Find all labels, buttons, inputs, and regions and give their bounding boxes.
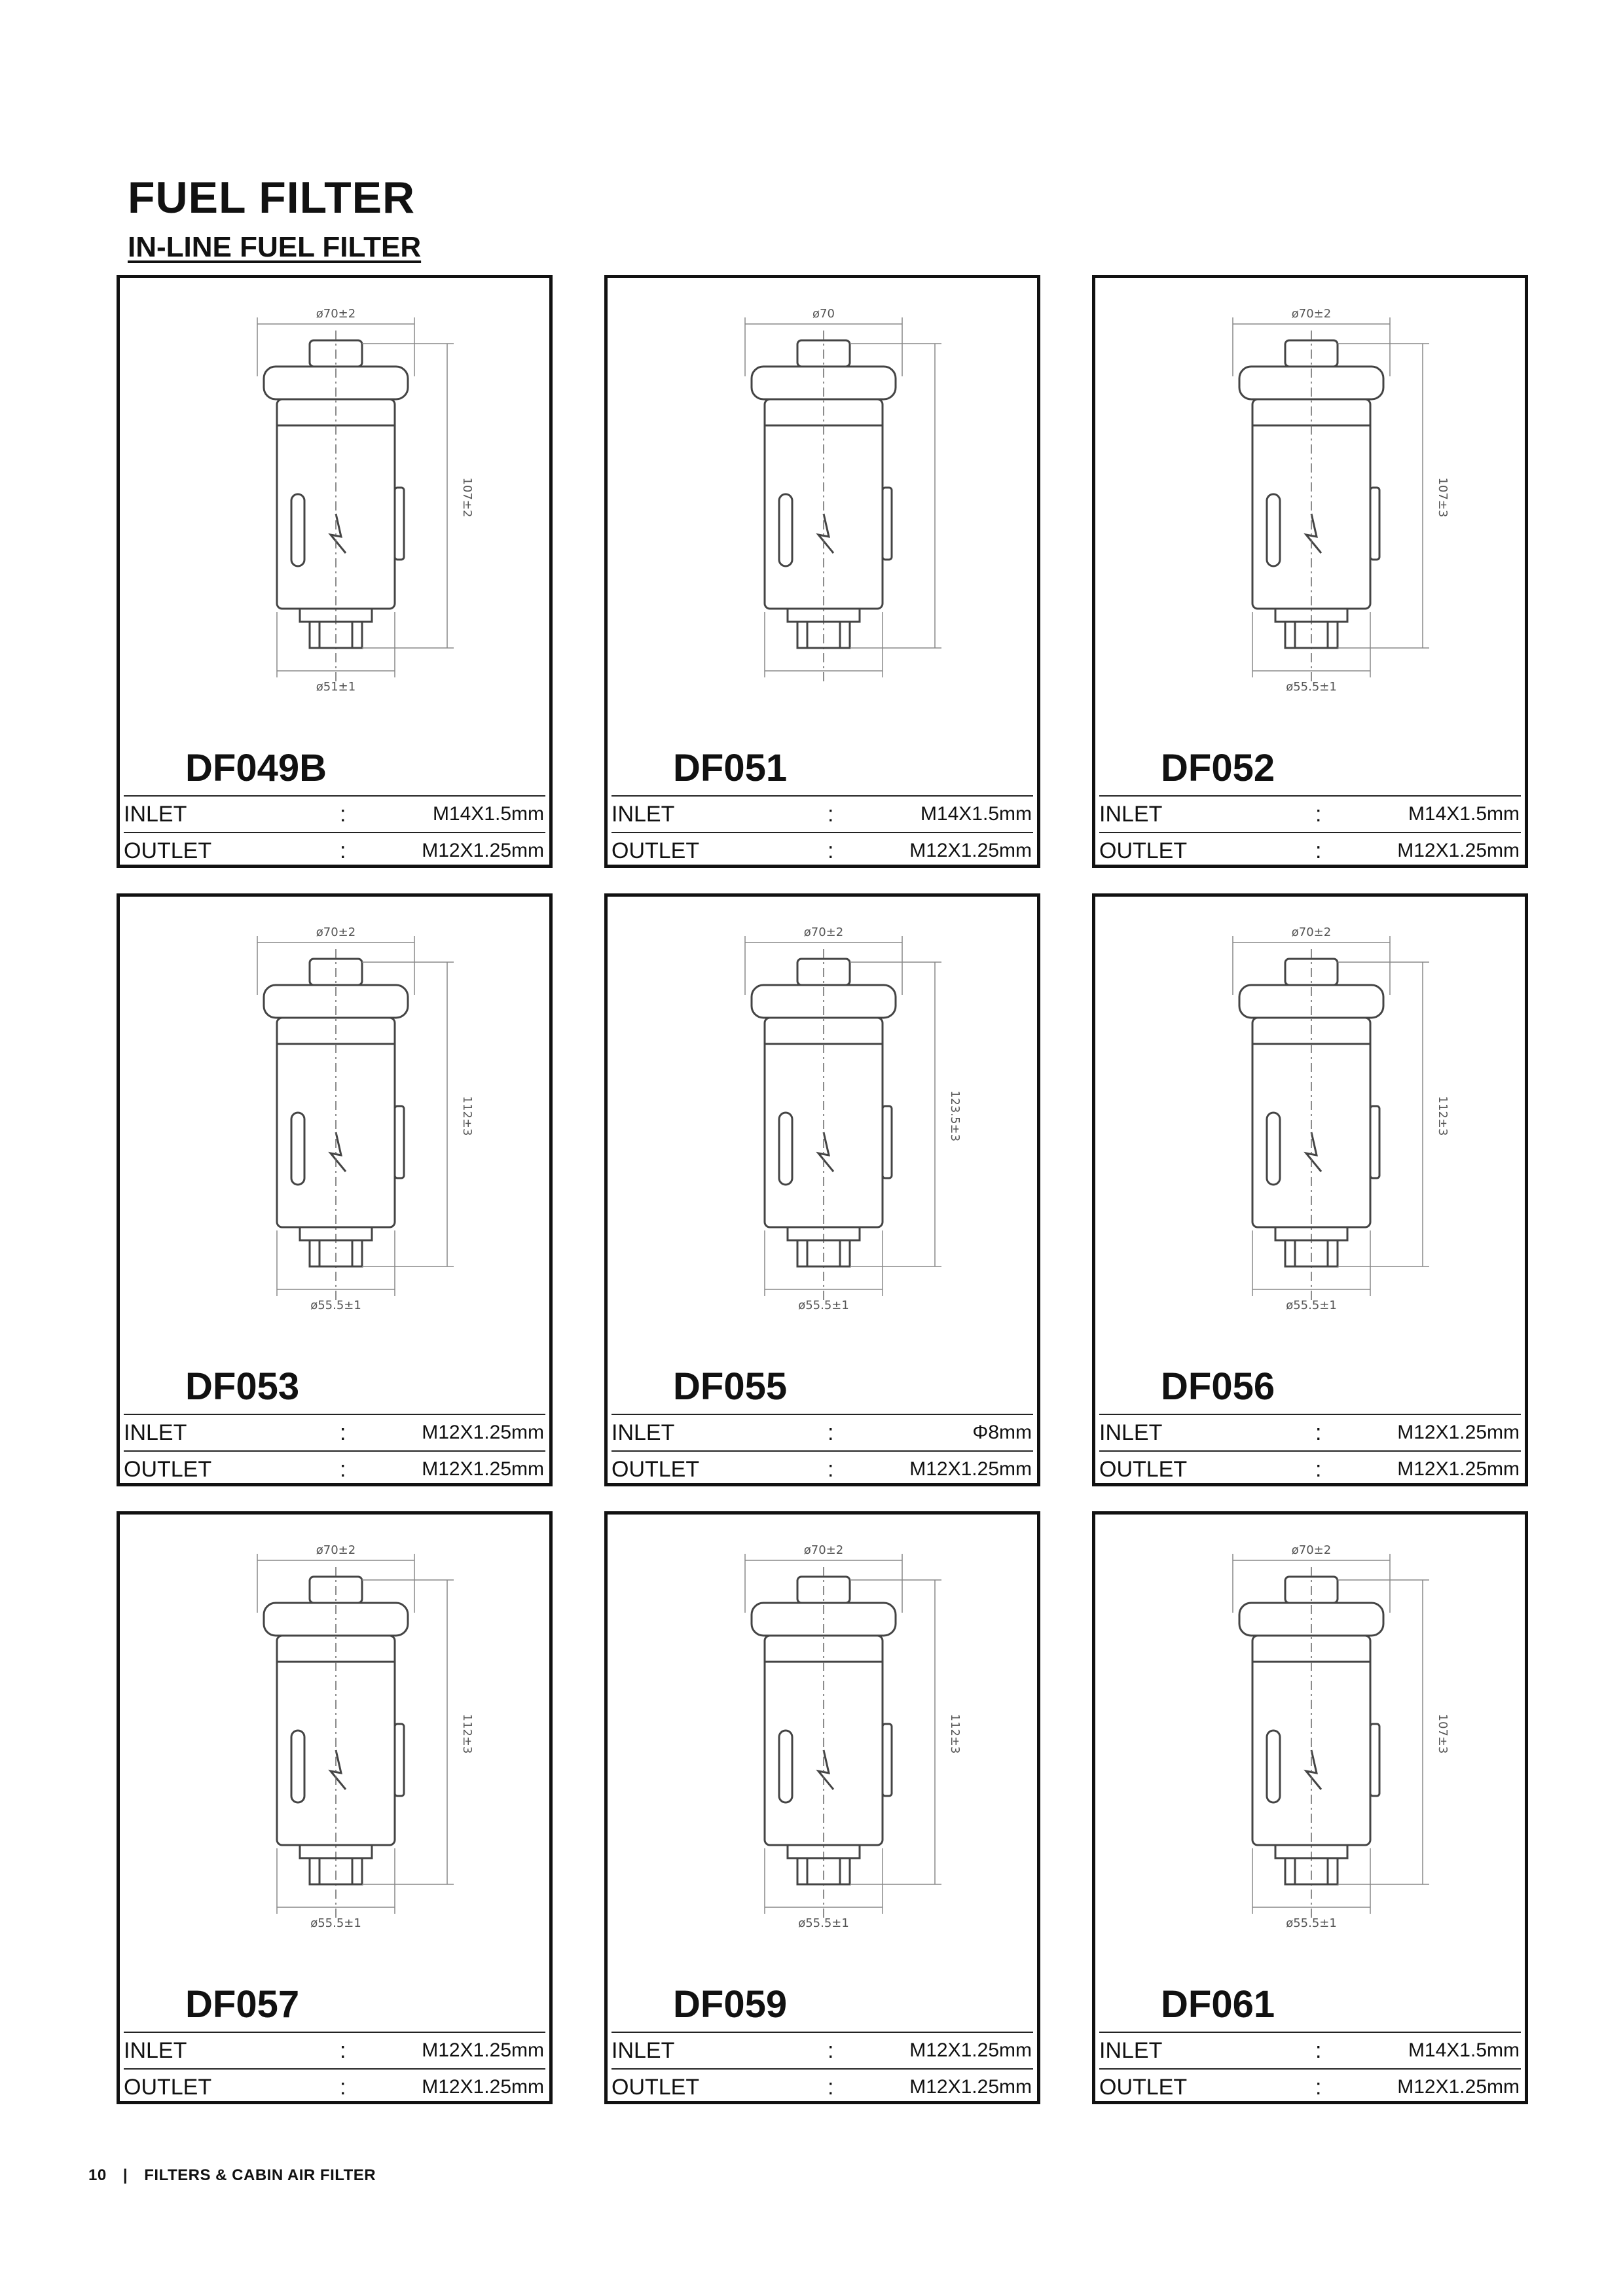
- product-card: [117, 1511, 553, 2104]
- outlet-spec-row: [124, 1450, 545, 1486]
- dimension-top: ø70±2: [1291, 925, 1332, 939]
- filter-drawing-svg: [1095, 278, 1525, 756]
- dimension-bottom: ø55.5±1: [798, 1916, 849, 1930]
- dimension-top: ø70±2: [316, 925, 356, 939]
- colon: :: [828, 1457, 834, 1482]
- inlet-label: INLET: [611, 2038, 675, 2063]
- inlet-spec-row: [1099, 1414, 1521, 1449]
- colon: :: [828, 838, 834, 863]
- dimension-height: 107±3: [1436, 1713, 1450, 1754]
- filter-technical-drawing: [608, 1515, 1037, 1992]
- filter-technical-drawing: [120, 1515, 549, 1992]
- model-number: DF049B: [185, 747, 327, 789]
- product-card: [117, 893, 553, 1486]
- filter-drawing-svg: [120, 897, 549, 1374]
- inlet-spec-row: [124, 795, 545, 831]
- dimension-height: 123.5±3: [948, 1090, 962, 1142]
- page-subtitle: IN-LINE FUEL FILTER: [128, 231, 422, 263]
- inlet-label: INLET: [1099, 2038, 1163, 2063]
- colon: :: [1315, 2038, 1322, 2063]
- colon: :: [828, 1420, 834, 1445]
- filter-drawing-svg: [608, 1515, 1037, 1992]
- dimension-bottom: ø55.5±1: [310, 1299, 361, 1312]
- inlet-label: INLET: [611, 1420, 675, 1445]
- product-card: [1092, 893, 1528, 1486]
- model-number: DF052: [1161, 747, 1275, 789]
- page-number: 10: [88, 2166, 107, 2184]
- dimension-bottom: ø55.5±1: [1286, 680, 1337, 694]
- inlet-thread-value: M12X1.25mm: [909, 2039, 1032, 2061]
- inlet-spec-row: [611, 1414, 1033, 1449]
- dimension-top: ø70±2: [1291, 307, 1332, 321]
- inlet-spec-row: [1099, 795, 1521, 831]
- outlet-label: OUTLET: [1099, 1457, 1188, 1482]
- inlet-thread-value: M12X1.25mm: [1397, 1422, 1520, 1443]
- colon: :: [828, 802, 834, 827]
- inlet-spec-row: [611, 2032, 1033, 2067]
- model-number: DF055: [673, 1365, 788, 1408]
- inlet-thread-value: M14X1.5mm: [432, 803, 544, 825]
- filter-technical-drawing: [608, 897, 1037, 1374]
- product-grid: [117, 275, 1532, 2104]
- outlet-label: OUTLET: [124, 2075, 212, 2100]
- inlet-thread-value: M12X1.25mm: [422, 1422, 544, 1443]
- inlet-thread-value: M14X1.5mm: [920, 803, 1032, 825]
- inlet-label: INLET: [1099, 1420, 1163, 1445]
- product-card: [604, 893, 1040, 1486]
- dimension-bottom: ø55.5±1: [1286, 1299, 1337, 1312]
- model-number: DF061: [1161, 1983, 1275, 2026]
- colon: :: [1315, 1420, 1322, 1445]
- product-card: [604, 275, 1040, 868]
- outlet-spec-row: [1099, 2068, 1521, 2104]
- outlet-thread-value: M12X1.25mm: [422, 840, 544, 861]
- dimension-height: 107±3: [1436, 477, 1450, 518]
- dimension-height: 107±2: [460, 477, 474, 518]
- inlet-spec-row: [1099, 2032, 1521, 2067]
- colon: :: [340, 802, 346, 827]
- outlet-label: OUTLET: [611, 2075, 700, 2100]
- inlet-thread-value: M14X1.5mm: [1408, 2039, 1520, 2061]
- dimension-height: 112±3: [948, 1713, 962, 1754]
- model-number: DF059: [673, 1983, 788, 2026]
- inlet-spec-row: [124, 1414, 545, 1449]
- dimension-height: 112±3: [460, 1096, 474, 1136]
- outlet-spec-row: [124, 2068, 545, 2104]
- outlet-spec-row: [1099, 1450, 1521, 1486]
- inlet-thread-value: M14X1.5mm: [1408, 803, 1520, 825]
- outlet-label: OUTLET: [611, 1457, 700, 1482]
- filter-drawing-svg: [1095, 1515, 1525, 1992]
- outlet-spec-row: [611, 832, 1033, 867]
- dimension-top: ø70±2: [803, 1543, 844, 1557]
- inlet-spec-row: [611, 795, 1033, 831]
- product-card: [1092, 275, 1528, 868]
- outlet-spec-row: [124, 832, 545, 867]
- dimension-bottom: ø51±1: [316, 680, 356, 694]
- dimension-top: ø70±2: [1291, 1543, 1332, 1557]
- colon: :: [828, 2075, 834, 2100]
- outlet-thread-value: M12X1.25mm: [909, 1458, 1032, 1480]
- model-number: DF051: [673, 747, 788, 789]
- outlet-label: OUTLET: [124, 838, 212, 863]
- outlet-thread-value: M12X1.25mm: [909, 840, 1032, 861]
- product-card: [1092, 1511, 1528, 2104]
- outlet-label: OUTLET: [1099, 838, 1188, 863]
- colon: :: [1315, 802, 1322, 827]
- dimension-top: ø70±2: [316, 307, 356, 321]
- footer-section: FILTERS & CABIN AIR FILTER: [144, 2166, 376, 2184]
- outlet-thread-value: M12X1.25mm: [1397, 1458, 1520, 1480]
- dimension-top: ø70±2: [803, 925, 844, 939]
- outlet-label: OUTLET: [124, 1457, 212, 1482]
- colon: :: [340, 1457, 346, 1482]
- colon: :: [1315, 838, 1322, 863]
- outlet-thread-value: M12X1.25mm: [422, 2076, 544, 2098]
- colon: :: [1315, 1457, 1322, 1482]
- page-footer: [88, 2166, 388, 2185]
- dimension-bottom: ø55.5±1: [310, 1916, 361, 1930]
- inlet-label: INLET: [611, 802, 675, 827]
- colon: :: [340, 2075, 346, 2100]
- model-number: DF053: [185, 1365, 300, 1408]
- dimension-bottom: ø55.5±1: [798, 1299, 849, 1312]
- outlet-thread-value: M12X1.25mm: [1397, 2076, 1520, 2098]
- inlet-spec-row: [124, 2032, 545, 2067]
- dimension-bottom: ø55.5±1: [1286, 1916, 1337, 1930]
- outlet-label: OUTLET: [1099, 2075, 1188, 2100]
- inlet-label: INLET: [1099, 802, 1163, 827]
- footer-separator: |: [122, 2166, 128, 2184]
- filter-drawing-svg: [608, 278, 1037, 756]
- outlet-label: OUTLET: [611, 838, 700, 863]
- outlet-thread-value: M12X1.25mm: [422, 1458, 544, 1480]
- product-card: [117, 275, 553, 868]
- model-number: DF057: [185, 1983, 300, 2026]
- filter-technical-drawing: [1095, 1515, 1525, 1992]
- page-title: FUEL FILTER: [128, 173, 416, 223]
- colon: :: [1315, 2075, 1322, 2100]
- inlet-thread-value: Φ8mm: [972, 1422, 1032, 1443]
- dimension-top: ø70±2: [316, 1543, 356, 1557]
- inlet-label: INLET: [124, 2038, 187, 2063]
- model-number: DF056: [1161, 1365, 1275, 1408]
- colon: :: [340, 1420, 346, 1445]
- outlet-thread-value: M12X1.25mm: [909, 2076, 1032, 2098]
- filter-technical-drawing: [1095, 278, 1525, 756]
- filter-technical-drawing: [120, 897, 549, 1374]
- filter-drawing-svg: [120, 1515, 549, 1992]
- outlet-spec-row: [611, 2068, 1033, 2104]
- dimension-height: 112±3: [460, 1713, 474, 1754]
- colon: :: [340, 838, 346, 863]
- product-card: [604, 1511, 1040, 2104]
- dimension-height: 112±3: [1436, 1096, 1450, 1136]
- inlet-label: INLET: [124, 802, 187, 827]
- filter-technical-drawing: [1095, 897, 1525, 1374]
- outlet-spec-row: [611, 1450, 1033, 1486]
- filter-drawing-svg: [608, 897, 1037, 1374]
- filter-technical-drawing: [608, 278, 1037, 756]
- filter-drawing-svg: [120, 278, 549, 756]
- colon: :: [340, 2038, 346, 2063]
- dimension-top: ø70: [812, 307, 835, 321]
- outlet-spec-row: [1099, 832, 1521, 867]
- colon: :: [828, 2038, 834, 2063]
- outlet-thread-value: M12X1.25mm: [1397, 840, 1520, 861]
- inlet-thread-value: M12X1.25mm: [422, 2039, 544, 2061]
- filter-drawing-svg: [1095, 897, 1525, 1374]
- filter-technical-drawing: [120, 278, 549, 756]
- inlet-label: INLET: [124, 1420, 187, 1445]
